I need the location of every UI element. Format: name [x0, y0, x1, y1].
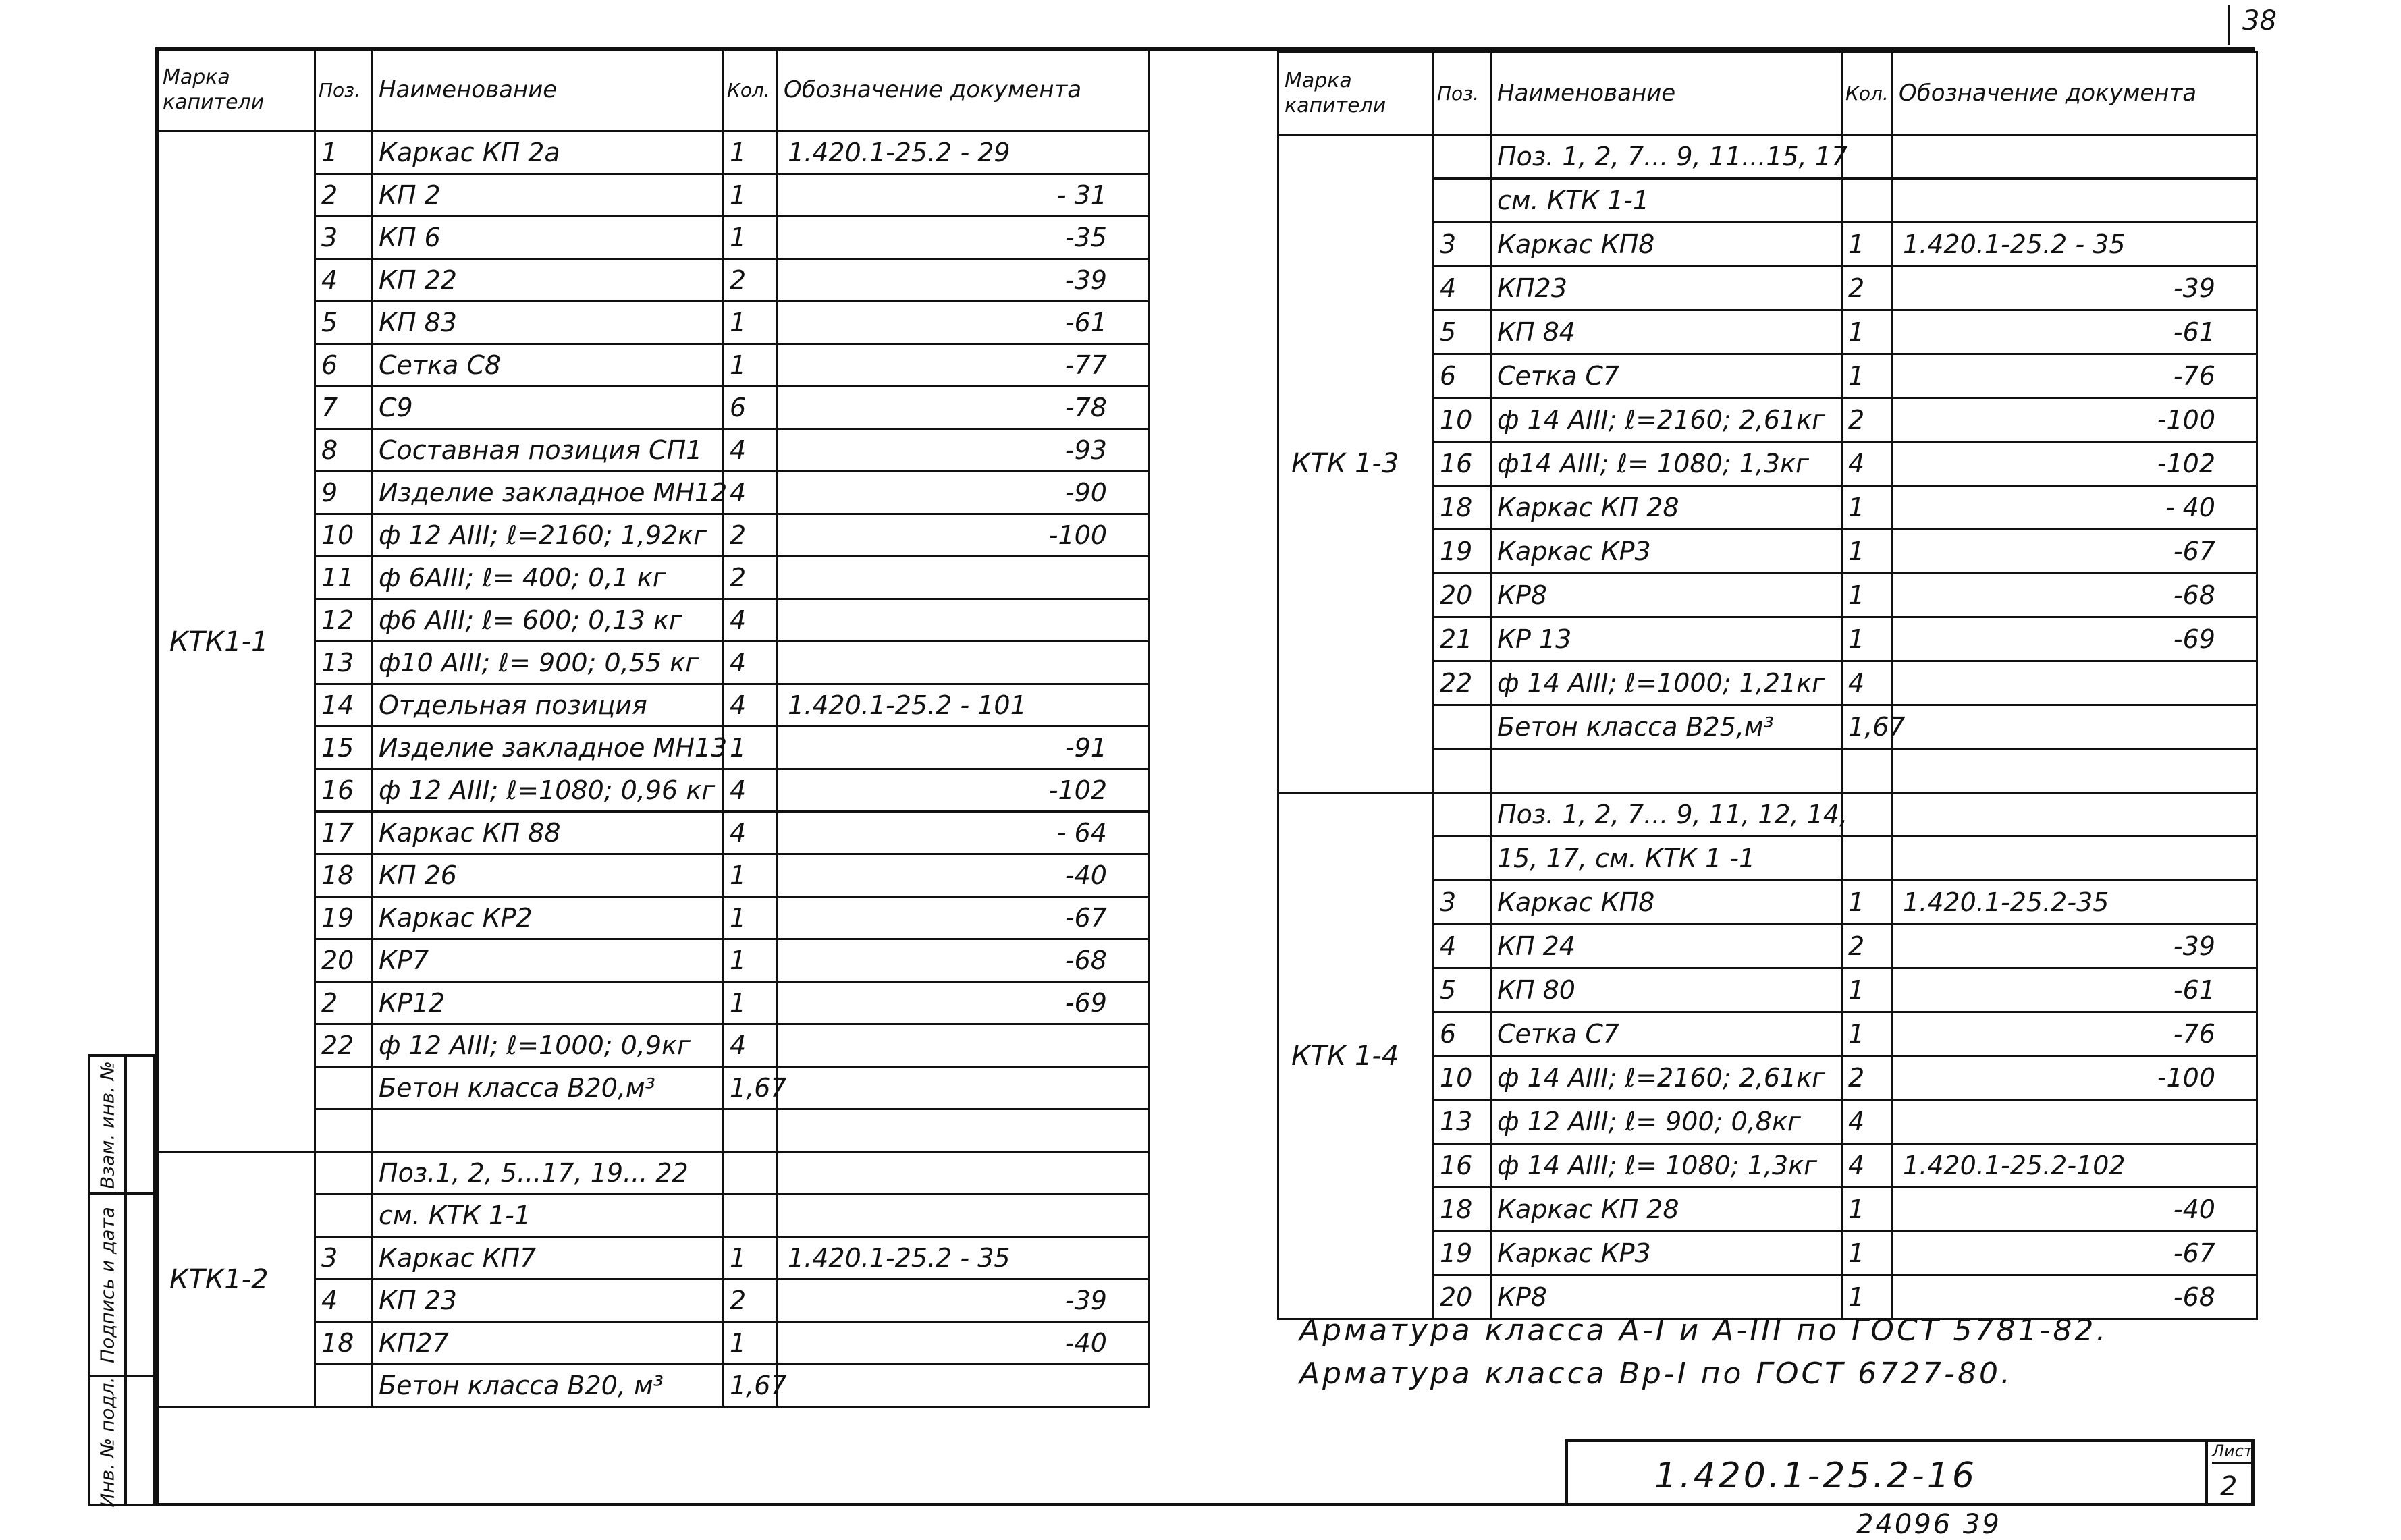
name-cell: Каркас КП7 — [373, 1237, 724, 1280]
pos-cell: 16 — [1434, 1144, 1491, 1188]
name-cell: Сетка С7 — [1491, 354, 1842, 398]
doc-cell: -68 — [1893, 574, 2257, 617]
pos-cell: 2 — [315, 174, 373, 217]
doc-cell — [1893, 837, 2257, 881]
doc-cell: -35 — [778, 217, 1149, 259]
name-cell: КП 23 — [373, 1280, 724, 1322]
qty-cell: 4 — [724, 642, 778, 684]
qty-cell: 1 — [1842, 968, 1893, 1012]
pos-cell: 9 — [315, 472, 373, 514]
spec-row — [157, 132, 1149, 174]
doc-cell: -76 — [1893, 1012, 2257, 1056]
qty-cell: 2 — [1842, 398, 1893, 442]
note-line: Арматура класса Вр-I по ГОСТ 6727-80. — [1299, 1356, 2013, 1391]
name-cell: КП 2 — [373, 174, 724, 217]
doc-cell: 1.420.1-25.2 - 35 — [1893, 223, 2257, 267]
spec-table-right — [1277, 51, 2258, 1320]
spec-table-left — [155, 47, 1150, 1408]
pos-cell — [1434, 179, 1491, 223]
name-cell: КП 24 — [1491, 925, 1842, 968]
qty-cell: 1 — [1842, 617, 1893, 661]
pos-cell: 5 — [1434, 968, 1491, 1012]
header-pos: Поз. — [1434, 52, 1491, 135]
doc-cell: -61 — [1893, 310, 2257, 354]
pos-cell: 18 — [315, 854, 373, 897]
qty-cell: 4 — [1842, 661, 1893, 705]
pos-cell — [315, 1067, 373, 1109]
name-cell: Поз. 1, 2, 7... 9, 11...15, 17 — [1491, 135, 1842, 179]
qty-cell — [1842, 793, 1893, 837]
name-cell: С9 — [373, 387, 724, 429]
qty-cell: 4 — [724, 429, 778, 472]
name-cell: ф14 АIII; ℓ= 1080; 1,3кг — [1491, 442, 1842, 486]
doc-cell — [1893, 1100, 2257, 1144]
doc-cell: 1.420.1-25.2-102 — [1893, 1144, 2257, 1188]
archive-number: 24096 39 — [1856, 1509, 2001, 1540]
doc-cell — [1893, 661, 2257, 705]
pos-cell: 10 — [1434, 1056, 1491, 1100]
name-cell: Каркас КР3 — [1491, 1232, 1842, 1275]
pos-cell: 14 — [315, 684, 373, 727]
doc-cell: -78 — [778, 387, 1149, 429]
name-cell: КП 80 — [1491, 968, 1842, 1012]
qty-cell — [1842, 749, 1893, 793]
stamp-label: Инв. № подл. — [96, 1376, 119, 1508]
qty-cell — [724, 1152, 778, 1194]
name-cell: ф 14 АIII; ℓ=2160; 2,61кг — [1491, 398, 1842, 442]
doc-cell: -61 — [1893, 968, 2257, 1012]
doc-cell: -100 — [1893, 1056, 2257, 1100]
doc-cell: -69 — [1893, 617, 2257, 661]
qty-cell: 4 — [724, 812, 778, 854]
name-cell: ф 14 АIII; ℓ= 1080; 1,3кг — [1491, 1144, 1842, 1188]
pos-cell: 10 — [1434, 398, 1491, 442]
doc-cell — [1893, 793, 2257, 837]
pos-cell: 22 — [315, 1024, 373, 1067]
name-cell: КП27 — [373, 1322, 724, 1365]
pos-cell: 2 — [315, 982, 373, 1024]
pos-cell — [315, 1194, 373, 1237]
pos-cell: 19 — [1434, 1232, 1491, 1275]
name-cell: Бетон класса В20,м³ — [373, 1067, 724, 1109]
doc-cell: -67 — [1893, 1232, 2257, 1275]
qty-cell — [724, 1109, 778, 1152]
mark-cell: КТК1-1 — [157, 132, 315, 1152]
doc-cell: -40 — [778, 1322, 1149, 1365]
header-mark: Марка капители — [1278, 52, 1434, 135]
header-mark: Марка капители — [157, 49, 315, 132]
name-cell — [1491, 749, 1842, 793]
qty-cell: 1 — [1842, 530, 1893, 574]
doc-cell: -68 — [1893, 1275, 2257, 1319]
header-name: Наименование — [373, 49, 724, 132]
spec-row — [1278, 793, 2257, 837]
name-cell: Сетка С8 — [373, 344, 724, 387]
doc-cell: 1.420.1-25.2 - 29 — [778, 132, 1149, 174]
doc-cell: - 64 — [778, 812, 1149, 854]
pos-cell: 3 — [315, 1237, 373, 1280]
doc-cell: -39 — [1893, 267, 2257, 310]
stamp-label: Подпись и дата — [96, 1207, 119, 1363]
qty-cell: 1,67 — [1842, 705, 1893, 749]
name-cell: ф 12 АIII; ℓ= 900; 0,8кг — [1491, 1100, 1842, 1144]
pos-cell: 4 — [315, 1280, 373, 1322]
qty-cell: 1 — [724, 344, 778, 387]
pos-cell: 12 — [315, 599, 373, 642]
pos-cell: 20 — [315, 939, 373, 982]
doc-cell — [778, 1024, 1149, 1067]
doc-cell: -39 — [778, 1280, 1149, 1322]
pos-cell: 7 — [315, 387, 373, 429]
header-qty: Кол. — [724, 49, 778, 132]
pos-cell — [315, 1365, 373, 1407]
pos-cell: 18 — [1434, 486, 1491, 530]
header-name: Наименование — [1491, 52, 1842, 135]
doc-cell: -102 — [1893, 442, 2257, 486]
doc-cell: -90 — [778, 472, 1149, 514]
pos-cell: 3 — [315, 217, 373, 259]
doc-cell: -100 — [1893, 398, 2257, 442]
name-cell: КП 84 — [1491, 310, 1842, 354]
qty-cell: 1,67 — [724, 1365, 778, 1407]
qty-cell: 1 — [1842, 223, 1893, 267]
qty-cell: 1 — [1842, 1275, 1893, 1319]
doc-cell: - 31 — [778, 174, 1149, 217]
name-cell: ф 6АIII; ℓ= 400; 0,1 кг — [373, 557, 724, 599]
doc-cell: -68 — [778, 939, 1149, 982]
qty-cell: 1 — [724, 1322, 778, 1365]
mark-cell: КТК 1-3 — [1278, 135, 1434, 793]
qty-cell: 1 — [1842, 574, 1893, 617]
pos-cell: 4 — [1434, 267, 1491, 310]
name-cell: Каркас КП8 — [1491, 223, 1842, 267]
mark-cell: КТК1-2 — [157, 1152, 315, 1407]
doc-cell: -77 — [778, 344, 1149, 387]
qty-cell: 4 — [724, 684, 778, 727]
pos-cell: 18 — [315, 1322, 373, 1365]
pos-cell: 5 — [315, 302, 373, 344]
title-block — [1565, 1439, 2255, 1506]
pos-cell: 16 — [315, 769, 373, 812]
pos-cell: 17 — [315, 812, 373, 854]
qty-cell: 4 — [1842, 1100, 1893, 1144]
doc-cell: -100 — [778, 514, 1149, 557]
qty-cell: 1 — [724, 939, 778, 982]
spec-row — [157, 1152, 1149, 1194]
name-cell: Составная позиция СП1 — [373, 429, 724, 472]
pos-cell — [1434, 705, 1491, 749]
qty-cell: 1 — [1842, 1012, 1893, 1056]
header-pos: Поз. — [315, 49, 373, 132]
header-doc: Обозначение документа — [1893, 52, 2257, 135]
pos-cell: 1 — [315, 132, 373, 174]
pos-cell: 16 — [1434, 442, 1491, 486]
name-cell: КП 83 — [373, 302, 724, 344]
pos-cell: 10 — [315, 514, 373, 557]
name-cell: Отдельная позиция — [373, 684, 724, 727]
qty-cell: 1 — [724, 854, 778, 897]
qty-cell: 1 — [724, 217, 778, 259]
doc-cell — [778, 1194, 1149, 1237]
doc-cell: -93 — [778, 429, 1149, 472]
pos-cell: 13 — [315, 642, 373, 684]
sheet-box — [2205, 1439, 2251, 1506]
sheet-label: Лист — [2212, 1441, 2253, 1464]
qty-cell: 1 — [724, 132, 778, 174]
qty-cell: 4 — [724, 769, 778, 812]
pos-cell: 6 — [1434, 1012, 1491, 1056]
doc-cell — [778, 1152, 1149, 1194]
doc-cell — [778, 557, 1149, 599]
qty-cell: 2 — [724, 514, 778, 557]
qty-cell: 1 — [724, 174, 778, 217]
name-cell: ф10 АIII; ℓ= 900; 0,55 кг — [373, 642, 724, 684]
pos-cell: 4 — [1434, 925, 1491, 968]
pos-cell: 15 — [315, 727, 373, 769]
name-cell: КП 26 — [373, 854, 724, 897]
approval-stamp-column — [88, 1054, 155, 1506]
header-qty: Кол. — [1842, 52, 1893, 135]
qty-cell — [1842, 179, 1893, 223]
doc-cell — [1893, 135, 2257, 179]
doc-cell — [1893, 705, 2257, 749]
qty-cell — [1842, 837, 1893, 881]
name-cell: см. КТК 1-1 — [373, 1194, 724, 1237]
pos-cell: 20 — [1434, 574, 1491, 617]
name-cell: Бетон класса В25,м³ — [1491, 705, 1842, 749]
doc-cell — [778, 599, 1149, 642]
qty-cell: 1 — [724, 727, 778, 769]
name-cell: Каркас КП 88 — [373, 812, 724, 854]
doc-cell: -69 — [778, 982, 1149, 1024]
qty-cell — [724, 1194, 778, 1237]
name-cell: ф 12 АIII; ℓ=2160; 1,92кг — [373, 514, 724, 557]
name-cell: Поз. 1, 2, 7... 9, 11, 12, 14, — [1491, 793, 1842, 837]
pos-cell: 18 — [1434, 1188, 1491, 1232]
qty-cell: 4 — [724, 472, 778, 514]
doc-cell: -76 — [1893, 354, 2257, 398]
pos-cell: 21 — [1434, 617, 1491, 661]
document-code: 1.420.1-25.2-16 — [1654, 1456, 1977, 1496]
name-cell: Каркас КР3 — [1491, 530, 1842, 574]
name-cell: Поз.1, 2, 5...17, 19... 22 — [373, 1152, 724, 1194]
name-cell: Изделие закладное МН13 — [373, 727, 724, 769]
name-cell: Каркас КП 2а — [373, 132, 724, 174]
doc-cell: -67 — [778, 897, 1149, 939]
doc-cell — [1893, 749, 2257, 793]
name-cell: ф6 АIII; ℓ= 600; 0,13 кг — [373, 599, 724, 642]
qty-cell: 1,67 — [724, 1067, 778, 1109]
name-cell: ф 14 АIII; ℓ=2160; 2,61кг — [1491, 1056, 1842, 1100]
qty-cell: 2 — [1842, 267, 1893, 310]
note-line: Арматура класса А-I и А-III по ГОСТ 5781-82. — [1299, 1313, 2109, 1348]
name-cell: Каркас КП8 — [1491, 881, 1842, 925]
name-cell: Бетон класса В20, м³ — [373, 1365, 724, 1407]
doc-cell: -67 — [1893, 530, 2257, 574]
qty-cell: 2 — [724, 557, 778, 599]
pos-cell: 3 — [1434, 223, 1491, 267]
name-cell: Каркас КР2 — [373, 897, 724, 939]
name-cell: КП 22 — [373, 259, 724, 302]
doc-cell: -39 — [778, 259, 1149, 302]
qty-cell: 1 — [1842, 486, 1893, 530]
doc-cell — [778, 642, 1149, 684]
pos-cell: 22 — [1434, 661, 1491, 705]
qty-cell: 4 — [724, 599, 778, 642]
name-cell: Каркас КП 28 — [1491, 486, 1842, 530]
name-cell — [373, 1109, 724, 1152]
name-cell: Сетка С7 — [1491, 1012, 1842, 1056]
stamp-cell — [90, 1195, 153, 1377]
pos-cell: 8 — [315, 429, 373, 472]
qty-cell: 2 — [724, 259, 778, 302]
qty-cell: 6 — [724, 387, 778, 429]
pos-cell: 19 — [1434, 530, 1491, 574]
pos-cell — [1434, 793, 1491, 837]
name-cell: КП 6 — [373, 217, 724, 259]
qty-cell: 4 — [1842, 442, 1893, 486]
doc-cell — [778, 1109, 1149, 1152]
doc-cell: 1.420.1-25.2 - 35 — [778, 1237, 1149, 1280]
name-cell: см. КТК 1-1 — [1491, 179, 1842, 223]
name-cell: КР12 — [373, 982, 724, 1024]
pos-cell — [1434, 749, 1491, 793]
doc-cell: -39 — [1893, 925, 2257, 968]
qty-cell: 2 — [1842, 925, 1893, 968]
pos-cell: 5 — [1434, 310, 1491, 354]
qty-cell: 1 — [724, 982, 778, 1024]
pos-cell — [1434, 135, 1491, 179]
pos-cell: 19 — [315, 897, 373, 939]
name-cell: ф 14 АIII; ℓ=1000; 1,21кг — [1491, 661, 1842, 705]
qty-cell: 1 — [724, 897, 778, 939]
notes — [1299, 1309, 2108, 1396]
stamp-cell — [90, 1057, 153, 1195]
name-cell: 15, 17, см. КТК 1 -1 — [1491, 837, 1842, 881]
qty-cell: 1 — [1842, 1188, 1893, 1232]
pos-cell: 3 — [1434, 881, 1491, 925]
pos-cell — [315, 1109, 373, 1152]
page-number: 38 — [2228, 5, 2277, 45]
stamp-cell — [90, 1377, 153, 1506]
qty-cell: 1 — [1842, 310, 1893, 354]
qty-cell: 1 — [724, 302, 778, 344]
pos-cell: 6 — [315, 344, 373, 387]
pos-cell — [1434, 837, 1491, 881]
doc-cell — [778, 1067, 1149, 1109]
doc-cell: -61 — [778, 302, 1149, 344]
qty-cell: 1 — [724, 1237, 778, 1280]
name-cell: КП23 — [1491, 267, 1842, 310]
mark-cell: КТК 1-4 — [1278, 793, 1434, 1319]
stamp-label: Взам. инв. № — [96, 1060, 119, 1189]
pos-cell: 4 — [315, 259, 373, 302]
header-doc: Обозначение документа — [778, 49, 1149, 132]
doc-cell: 1.420.1-25.2 - 101 — [778, 684, 1149, 727]
pos-cell: 20 — [1434, 1275, 1491, 1319]
doc-cell: - 40 — [1893, 486, 2257, 530]
doc-cell: -102 — [778, 769, 1149, 812]
qty-cell: 2 — [724, 1280, 778, 1322]
qty-cell: 1 — [1842, 881, 1893, 925]
doc-cell — [778, 1365, 1149, 1407]
doc-cell: -40 — [778, 854, 1149, 897]
doc-cell: 1.420.1-25.2-35 — [1893, 881, 2257, 925]
name-cell: Изделие закладное МН12 — [373, 472, 724, 514]
name-cell: ф 12 АIII; ℓ=1000; 0,9кг — [373, 1024, 724, 1067]
qty-cell: 1 — [1842, 1232, 1893, 1275]
name-cell: КР7 — [373, 939, 724, 982]
qty-cell: 1 — [1842, 354, 1893, 398]
doc-cell: -40 — [1893, 1188, 2257, 1232]
pos-cell: 6 — [1434, 354, 1491, 398]
pos-cell: 13 — [1434, 1100, 1491, 1144]
pos-cell — [315, 1152, 373, 1194]
spec-row — [1278, 135, 2257, 179]
name-cell: КР8 — [1491, 574, 1842, 617]
qty-cell — [1842, 135, 1893, 179]
name-cell: Каркас КП 28 — [1491, 1188, 1842, 1232]
qty-cell: 2 — [1842, 1056, 1893, 1100]
name-cell: КР 13 — [1491, 617, 1842, 661]
doc-cell: -91 — [778, 727, 1149, 769]
qty-cell: 4 — [724, 1024, 778, 1067]
qty-cell: 4 — [1842, 1144, 1893, 1188]
doc-cell — [1893, 179, 2257, 223]
pos-cell: 11 — [315, 557, 373, 599]
name-cell: КР8 — [1491, 1275, 1842, 1319]
name-cell: ф 12 АIII; ℓ=1080; 0,96 кг — [373, 769, 724, 812]
sheet-number: 2 — [2220, 1471, 2238, 1502]
